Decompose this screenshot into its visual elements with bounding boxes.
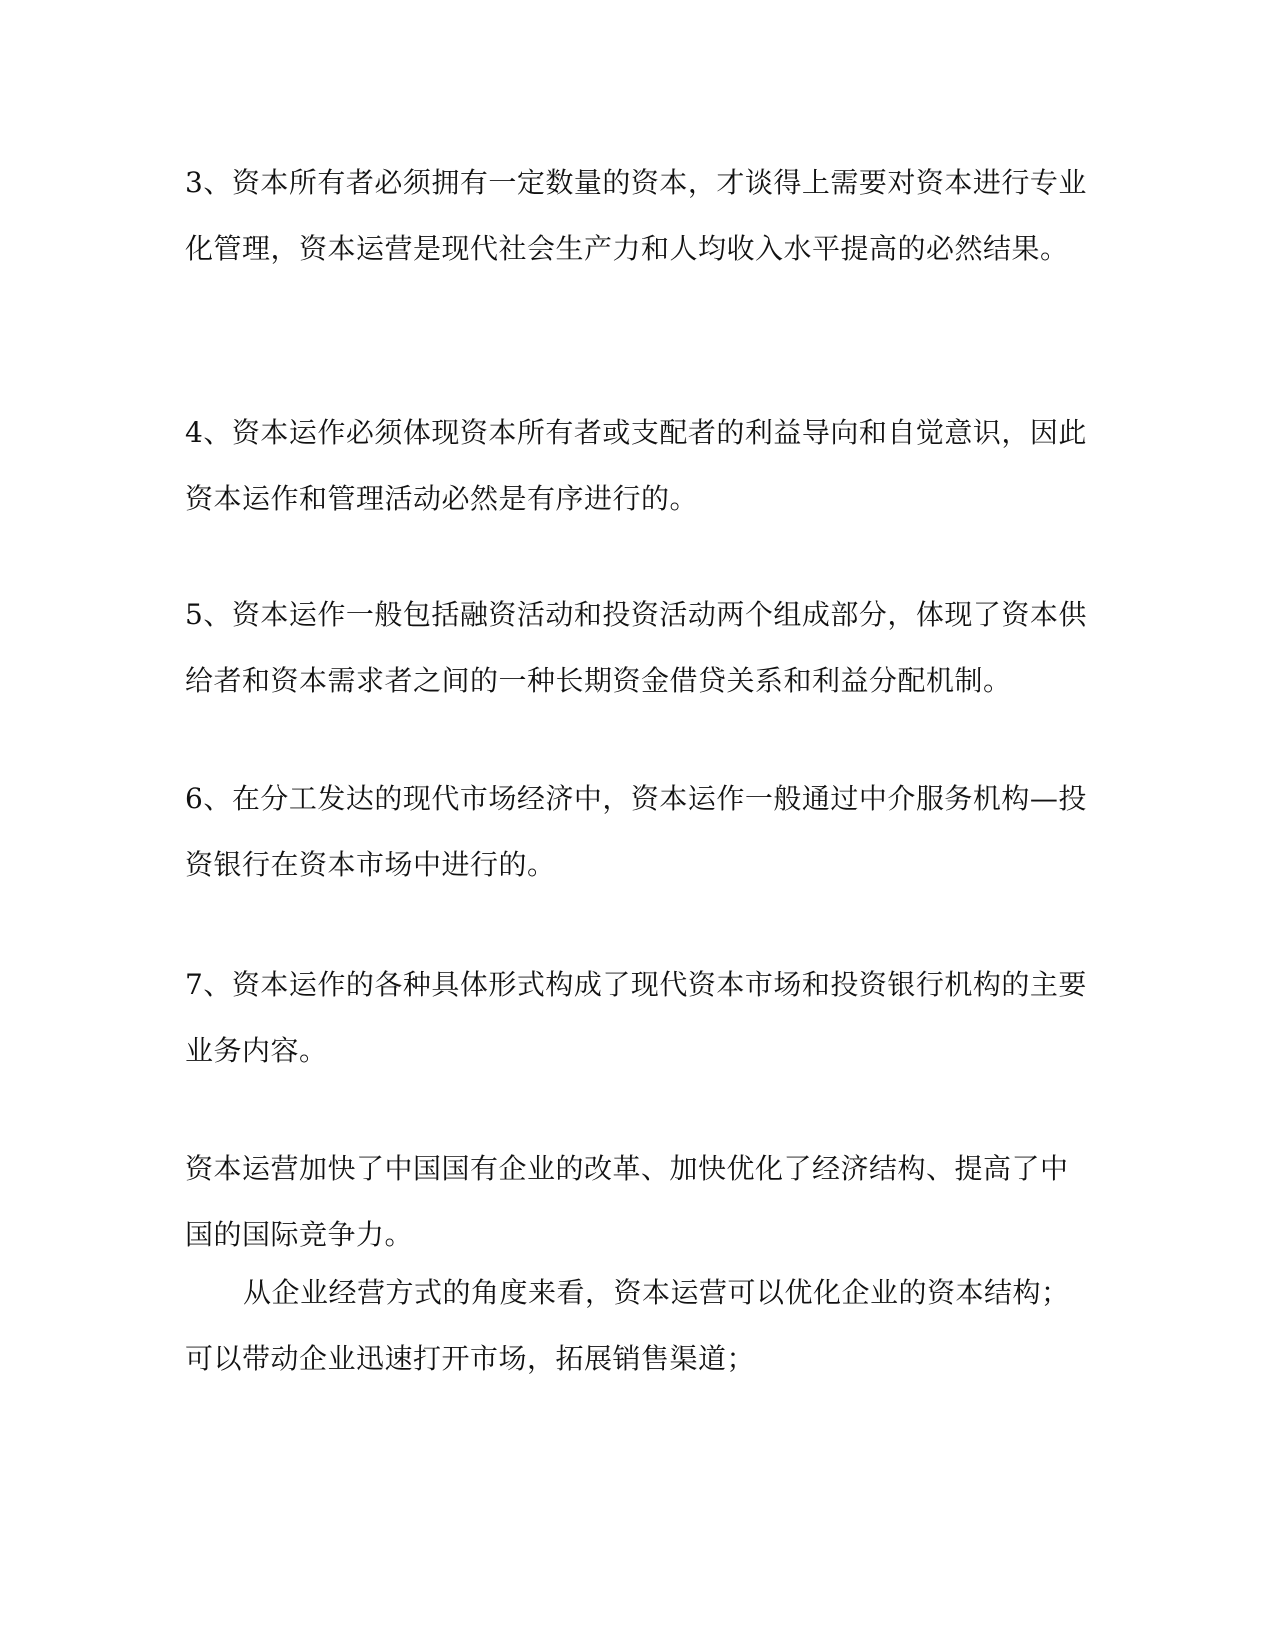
paragraph-point-6: 6、在分工发达的现代市场经济中，资本运作一般通过中介服务机构—投资银行在资本市场中进行的。	[185, 782, 1087, 881]
paragraph-point-3: 3、资本所有者必须拥有一定数量的资本，才谈得上需要对资本进行专业化管理，资本运营是现代社会生产力和人均收入水平提高的必然结果。	[185, 166, 1087, 265]
paragraph-point-7: 7、资本运作的各种具体形式构成了现代资本市场和投资银行机构的主要业务内容。	[185, 968, 1087, 1067]
paragraph-business-perspective: 从企业经营方式的角度来看，资本运营可以优化企业的资本结构；可以带动企业迅速打开市场，拓展销售渠道；	[185, 1276, 1070, 1375]
paragraph-point-5: 5、资本运作一般包括融资活动和投资活动两个组成部分，体现了资本供给者和资本需求者之间的一种长期资金借贷关系和利益分配机制。	[185, 598, 1087, 697]
paragraph-point-4: 4、资本运作必须体现资本所有者或支配者的利益导向和自觉意识，因此资本运作和管理活动必然是有序进行的。	[185, 416, 1087, 515]
paragraph-summary: 资本运营加快了中国国有企业的改革、加快优化了经济结构、提高了中国的国际竞争力。	[185, 1152, 1069, 1251]
